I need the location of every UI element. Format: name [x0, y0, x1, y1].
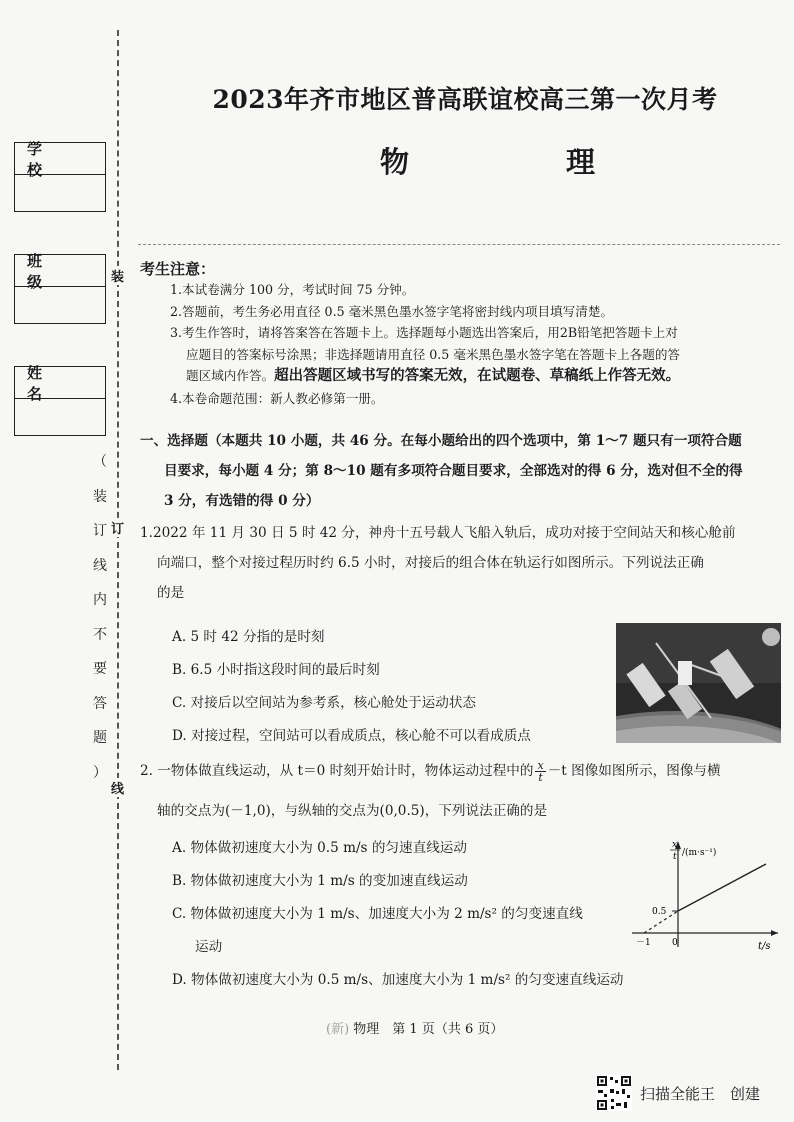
q2-option-d[interactable]: D. 物体做初速度大小为 0.5 m/s、加速度大小为 1 m/s² 的匀变速直线运动 [172, 972, 624, 988]
notice-title: 考生注意： [140, 260, 216, 278]
q2-option-a[interactable]: A. 物体做初速度大小为 0.5 m/s 的匀速直线运动 [172, 840, 467, 856]
header-divider [138, 244, 780, 245]
section-heading: 一、选择题（本题共 10 小题，共 46 分。在每小题给出的四个选项中，第 1～7 题只有一项符合题 目要求，每小题 4 分；第 8～10 题有多项符合题目要求，全部选对的得 6 分，选对但不全的得 3 分，有选错的得 0 分） [140, 433, 743, 509]
school-field [14, 139, 106, 212]
q2-option-c[interactable]: C. 物体做初速度大小为 1 m/s、加速度大小为 2 m/s² 的匀变速直线 [172, 906, 583, 922]
space-station-photo [616, 623, 781, 743]
no-answer-zone-note: （ 装 订 线 内 不 要 答 题 ） [93, 454, 107, 781]
notice-item: 4.本卷命题范围：新人教必修第一册。 [170, 390, 384, 406]
name-label: 姓 名 [15, 367, 105, 399]
q1-option-a[interactable]: A. 5 时 42 分指的是时刻 [172, 629, 325, 645]
bind-char-zhuang: 装 [111, 266, 124, 285]
school-blank[interactable] [15, 175, 105, 211]
q1-option-c[interactable]: C. 对接后以空间站为参考系，核心舱处于运动状态 [172, 695, 477, 711]
notice-item: 应题目的答案标号涂黑；非选择题请用直径 0.5 毫米黑色墨水签字笔在答题卡上各题的答 [186, 346, 681, 362]
name-field [14, 363, 106, 436]
graph-y-tick: 0.5 [652, 907, 667, 917]
q2-option-c-cont: 运动 [195, 939, 223, 955]
graph-y-label-den: t [673, 852, 677, 862]
class-field [14, 251, 106, 324]
graph-origin-label: 0 [672, 938, 678, 948]
notice-item: 2.答题前，考生务必用直径 0.5 毫米黑色墨水签字笔将密封线内项目填写清楚。 [170, 303, 614, 319]
qr-code-icon [596, 1075, 632, 1111]
graph-y-label-num: x [672, 840, 678, 850]
graph-y-unit: /(m·s⁻¹) [682, 848, 717, 858]
graph-x-label: t/s [758, 941, 771, 952]
q1-option-b[interactable]: B. 6.5 小时指这段时间的最后时刻 [172, 662, 380, 678]
q1-option-d[interactable]: D. 对接过程，空间站可以看成质点，核心舱不可以看成质点 [172, 728, 531, 744]
class-label: 班 级 [15, 255, 105, 287]
notice-emphasis: 超出答题区域书写的答案无效，在试题卷、草稿纸上作答无效。 [274, 368, 681, 384]
question-2-stem: 2. 一物体做直线运动，从 t＝0 时刻开始计时，物体运动过程中的 $\frac{x}{t}$ －t 图像如图所示，图像与横 轴的交点为(－1,0)，与纵轴的交点为(0,0.5)，下列说法正确的是 [140, 759, 721, 819]
x-over-t-fraction: $\frac{x}{t}$ [537, 759, 544, 784]
subject-title: 物 理 [380, 145, 660, 179]
school-label: 学 校 [15, 143, 105, 175]
notice-item: 3.考生作答时，请将答案答在答题卡上。选择题每小题选出答案后，用2B铅笔把答题卡上对 [170, 325, 678, 340]
class-blank[interactable] [15, 287, 105, 323]
bind-char-xian: 线 [111, 778, 124, 797]
question-1-stem: 1.2022 年 11 月 30 日 5 时 42 分，神舟十五号载人飞船入轨后，成功对接于空间站天和核心舱前 向端口，整个对接过程历时约 6.5 小时，对接后的组合体在轨运行如图所示。下列说法正确 的是 [140, 525, 736, 601]
page-footer [326, 1018, 503, 1037]
camscanner-watermark [596, 1075, 760, 1111]
graph-data-line [678, 864, 766, 911]
footer-bleed-text: (新) [326, 1022, 350, 1037]
binding-dashed-line [117, 30, 119, 1070]
graph-x-tick-neg: －1 [636, 938, 651, 948]
notice-list [170, 279, 782, 409]
footer-page-number: 物理 第 1 页（共 6 页） [353, 1022, 504, 1037]
exam-title: 2023年齐市地区普高联谊校高三第一次月考 [212, 85, 718, 114]
q2-option-b[interactable]: B. 物体做初速度大小为 1 m/s 的变加速直线运动 [172, 873, 468, 889]
notice-item: 1.本试卷满分 100 分，考试时间 75 分钟。 [170, 282, 415, 297]
bind-char-ding: 订 [111, 518, 124, 537]
camscanner-label: 扫描全能王 创建 [640, 1084, 761, 1103]
notice-item: 题区域内作答。超出答题区域书写的答案无效，在试题卷、草稿纸上作答无效。 [186, 368, 681, 384]
name-blank[interactable] [15, 399, 105, 435]
x-t-graph [628, 835, 784, 953]
